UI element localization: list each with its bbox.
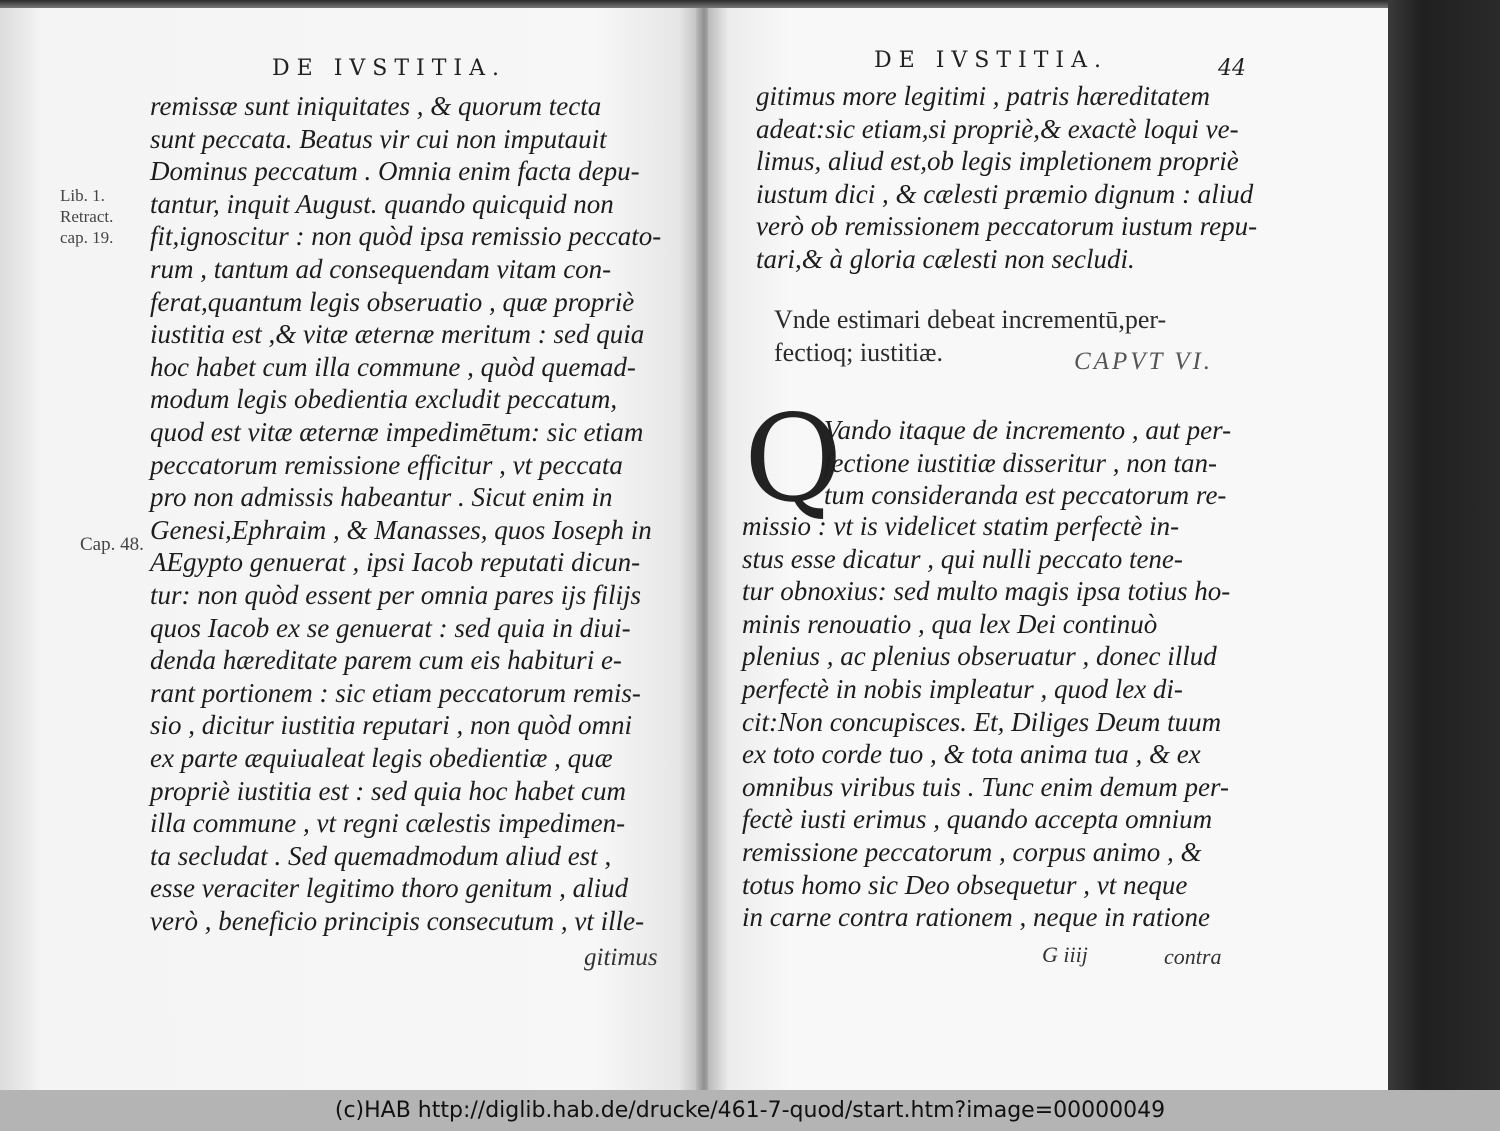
text-line: missio : vt is videlicet statim perfectè in- <box>742 511 1180 541</box>
page-number: 44 <box>1218 56 1246 81</box>
right-catchword: contra <box>1164 944 1222 969</box>
chapter-number: CAPVT VI. <box>1074 348 1214 375</box>
text-line: in carne contra rationem , neque in ratione <box>742 902 1210 933</box>
margin-note-line: Retract. <box>60 207 114 226</box>
text-line: AEgypto genuerat , ipsi Iacob reputati dicun- <box>150 547 641 578</box>
text-line: modum legis obedientia excludit peccatum, <box>150 384 618 415</box>
text-line: Genesi,Ephraim , & Manasses, quos Ioseph in <box>150 514 652 545</box>
text-line: Vando itaque de incremento , aut per- <box>824 415 1232 445</box>
text-line: fit,ignoscitur : non quòd ipsa remissio peccato- <box>150 221 662 252</box>
text-line: iustitia est ,& vitæ æternæ meritum : sed quia <box>150 319 645 350</box>
margin-note-line: cap. 19. <box>60 228 114 247</box>
left-page <box>0 8 700 1090</box>
right-running-header: DE IVSTITIA. <box>874 48 1108 73</box>
text-line: remissione peccatorum , corpus animo , & <box>742 837 1202 867</box>
text-line: pro non admissis habeantur . Sicut enim in <box>150 482 613 513</box>
text-line: tur obnoxius: sed multo magis ipsa totius ho- <box>742 576 1231 607</box>
text-line: peccatorum remissione efficitur , vt peccata <box>150 449 623 480</box>
text-line: verò ob remissionem peccatorum iustum repu- <box>756 211 1258 242</box>
text-line: perfectè in nobis impleatur , quod lex di- <box>742 674 1183 704</box>
text-line: tantur, inquit August. quando quicquid non <box>150 188 614 219</box>
text-line: hoc habet cum illa commune , quòd quemad- <box>150 351 636 382</box>
text-line: ta secludat . Sed quemadmodum aliud est , <box>150 840 612 871</box>
text-line: fectioq; iustitiæ. <box>774 338 943 367</box>
text-line: ferat,quantum legis obseruatio , quæ propriè <box>150 286 635 317</box>
text-line: adeat:sic etiam,si propriè,& exactè loqui ve- <box>756 113 1239 144</box>
right-page <box>708 8 1388 1090</box>
text-line: omnibus viribus tuis . Tunc enim demum per- <box>742 771 1229 802</box>
scanner-background <box>1388 0 1500 1090</box>
text-line: fectè iusti erimus , quando accepta omnium <box>742 804 1213 835</box>
text-line: gitimus more legitimi , patris hæreditatem <box>756 81 1210 111</box>
text-line: sio , dicitur iustitia reputari , non quòd omni <box>150 710 633 741</box>
text-line: tur: non quòd essent per omnia pares ijs filijs <box>150 580 641 610</box>
text-line: plenius , ac plenius obseruatur , donec illud <box>742 641 1217 672</box>
text-line: esse veraciter legitimo thoro genitum , aliud <box>150 873 629 904</box>
text-line: tari,& à gloria cælesti non secludi. <box>756 244 1135 274</box>
text-line: rum , tantum ad consequendam vitam con- <box>150 254 612 284</box>
text-line: limus, aliud est,ob legis impletionem propriè <box>756 146 1239 177</box>
text-line: sunt peccata. Beatus vir cui non imputauit <box>150 123 607 154</box>
text-line: illa commune , vt regni cælestis impedimen- <box>150 808 626 839</box>
text-line: tum consideranda est peccatorum re- <box>824 480 1227 511</box>
text-line: quos Iacob ex se genuerat : sed quia in diui- <box>150 612 631 643</box>
signature-mark: G iiij <box>1042 942 1088 967</box>
text-line: Vnde estimari debeat incrementū,per- <box>774 305 1167 334</box>
text-line: propriè iustitia est : sed quia hoc habet cum <box>150 775 626 806</box>
margin-note-lib <box>60 185 113 248</box>
text-line: Dominus peccatum . Omnia enim facta depu- <box>150 156 640 187</box>
text-line: fectione iustitiæ disseritur , non tan- <box>824 447 1217 478</box>
margin-note-line: Lib. 1. <box>60 186 105 205</box>
left-catchword: gitimus <box>584 944 658 971</box>
text-line: minis renouatio , qua lex Dei continuò <box>742 608 1158 639</box>
copyright-footer: (c)HAB http://diglib.hab.de/drucke/461-7-quod/start.htm?image=00000049 <box>0 1090 1500 1131</box>
text-line: verò , beneficio principis consecutum , vt ille- <box>150 906 645 936</box>
text-line: quod est vitæ æternæ impedimētum: sic etiam <box>150 417 644 447</box>
text-line: denda hæreditate parem cum eis habituri e- <box>150 645 622 676</box>
text-line: totus homo sic Deo obsequetur , vt neque <box>742 869 1188 900</box>
text-line: ex parte æquiualeat legis obedientiæ , quæ <box>150 743 613 773</box>
text-line: iustum dici , & cælesti præmio dignum : aliud <box>756 178 1254 209</box>
text-line: cit:Non concupisces. Et, Diliges Deum tuum <box>742 706 1222 737</box>
margin-note-cap: Cap. 48. <box>80 534 144 555</box>
text-line: stus esse dicatur , qui nulli peccato tene- <box>742 543 1183 574</box>
text-line: remissæ sunt iniquitates , & quorum tecta <box>150 91 602 121</box>
text-line: ex toto corde tuo , & tota anima tua , & ex <box>742 739 1201 770</box>
left-running-header: DE IVSTITIA. <box>272 56 506 81</box>
text-line: rant portionem : sic etiam peccatorum remis- <box>150 677 641 708</box>
decorated-initial: Q <box>744 390 843 529</box>
